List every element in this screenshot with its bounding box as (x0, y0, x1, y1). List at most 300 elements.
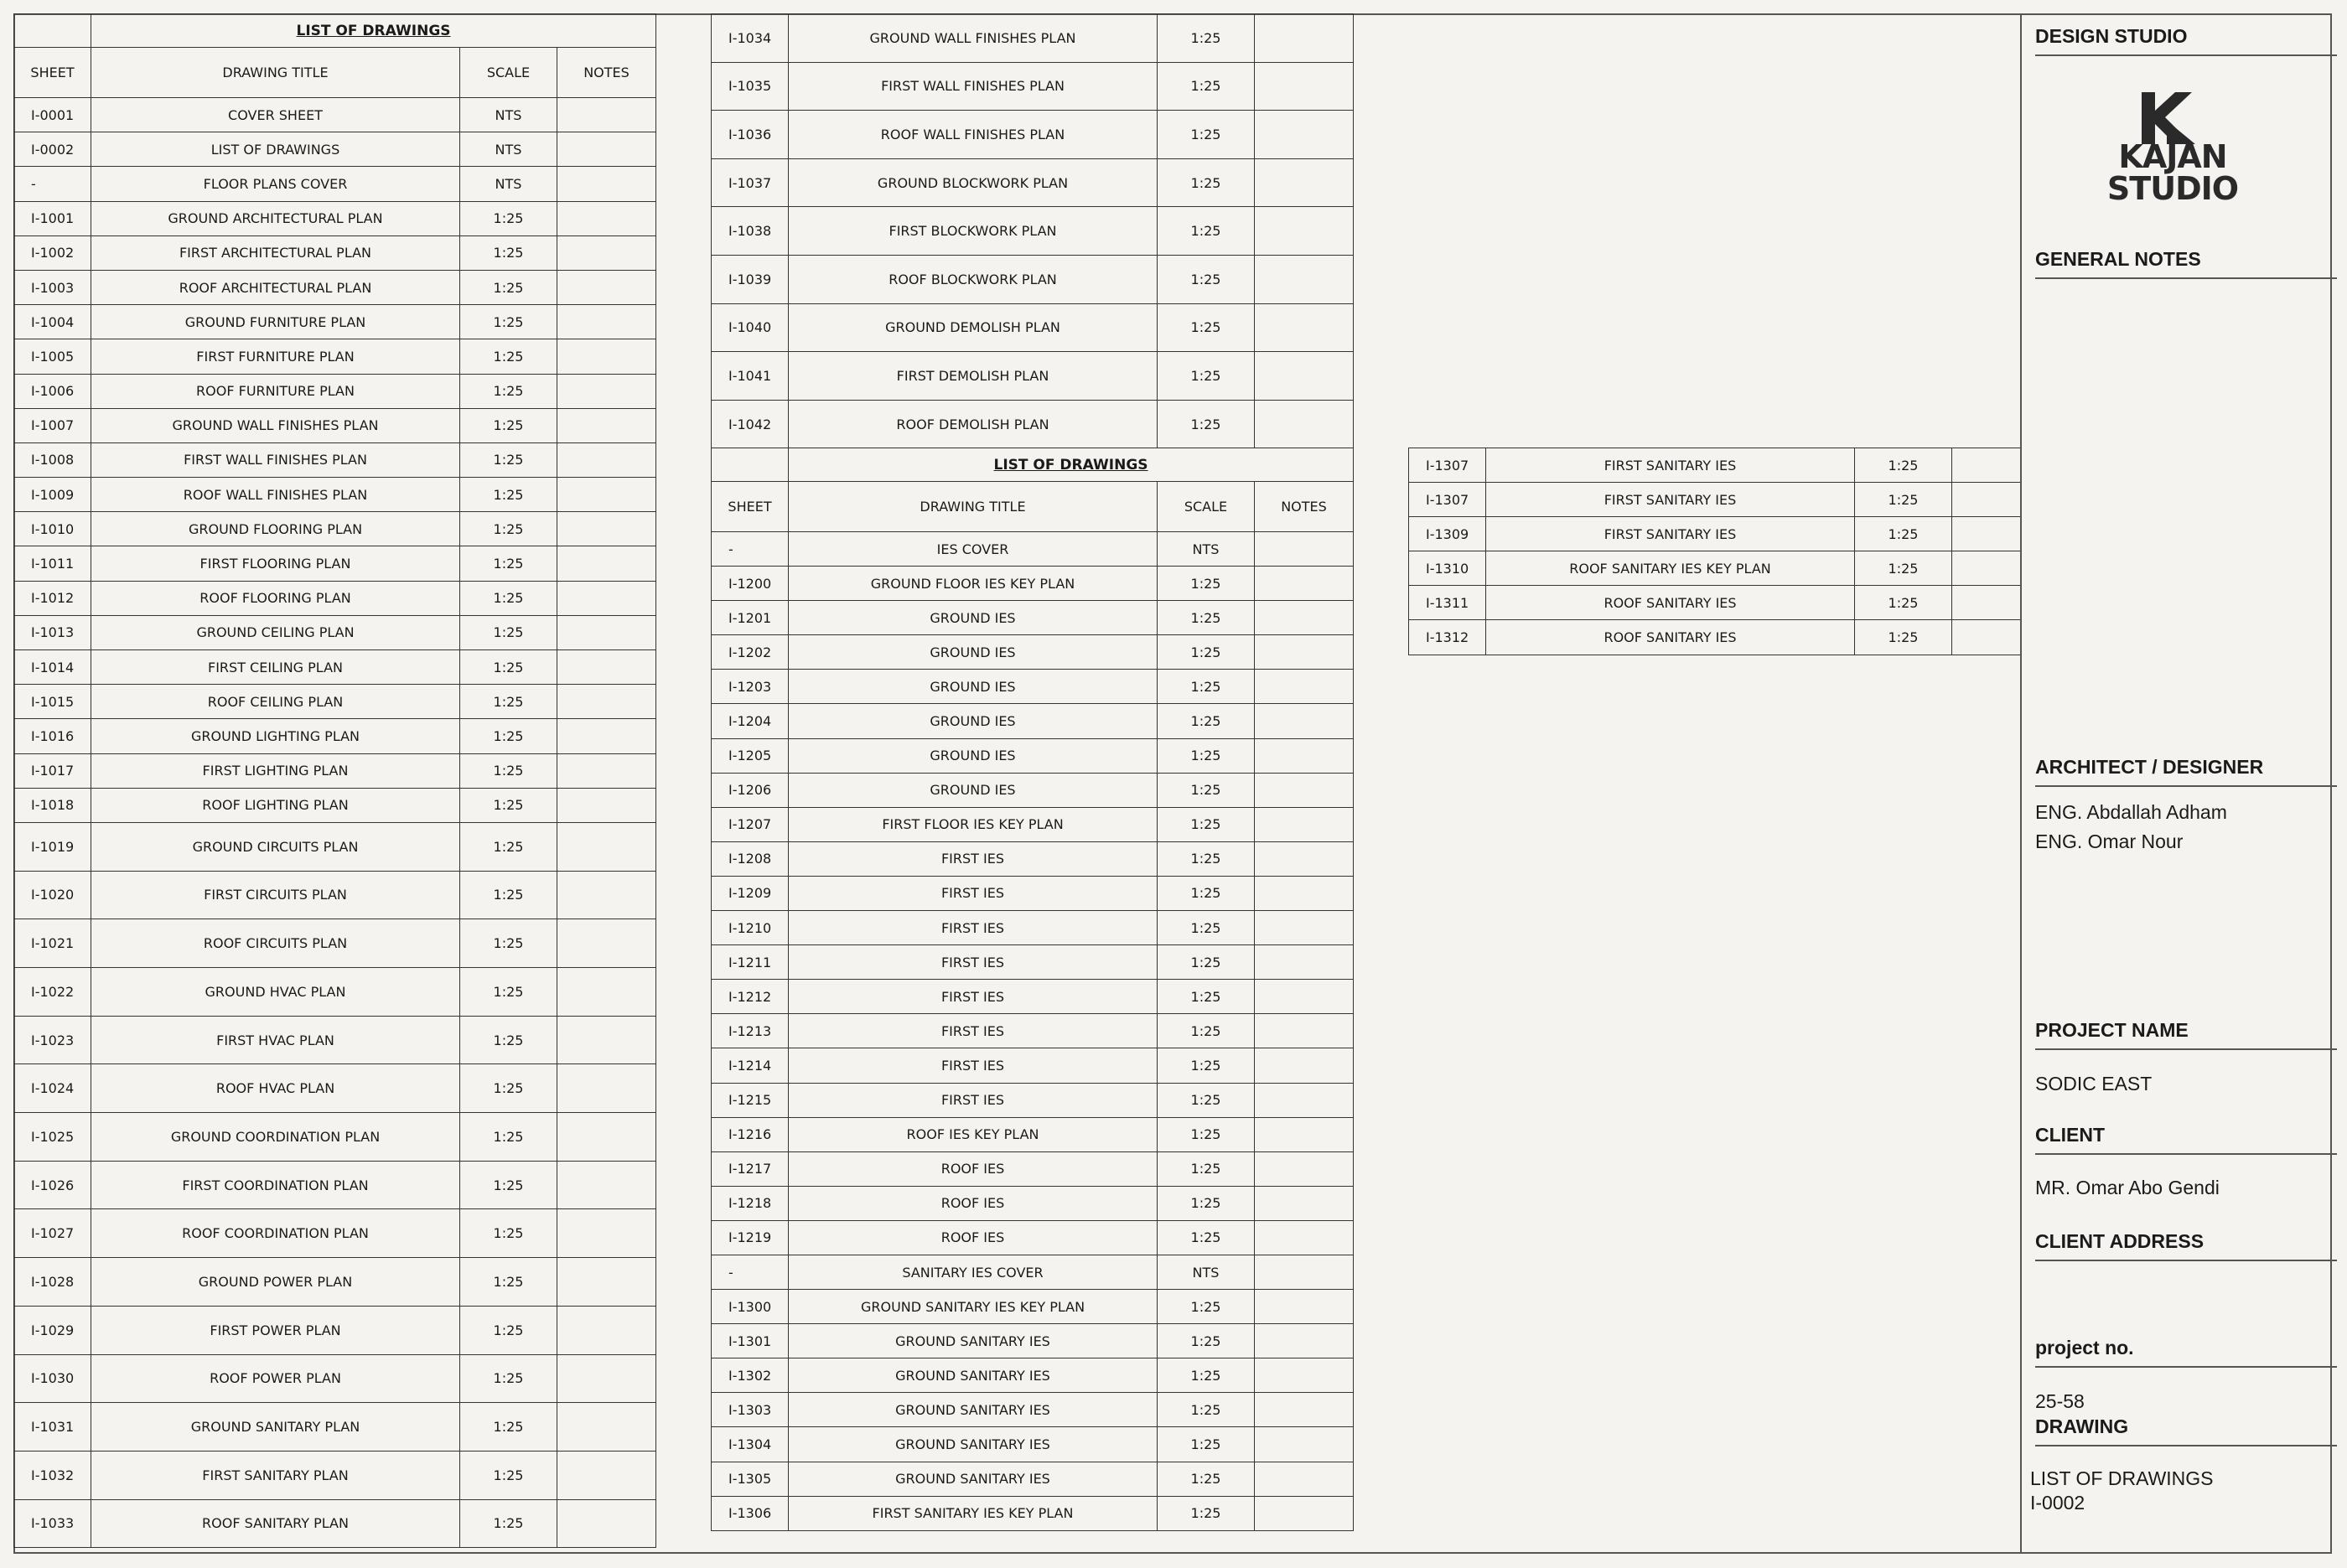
cell-drawing-title: FIRST IES (789, 911, 1158, 945)
header-sheet: SHEET (14, 48, 91, 98)
drawings-table-3 (1408, 448, 2021, 655)
cell-drawing-title: FIRST CEILING PLAN (91, 650, 460, 685)
cell-sheet: I-1213 (712, 1014, 789, 1048)
cell-sheet: I-1012 (14, 581, 91, 615)
cell-scale: 1:25 (460, 235, 557, 270)
cell-sheet: - (712, 1255, 789, 1289)
cell-notes (1255, 1117, 1354, 1151)
cell-scale: 1:25 (460, 581, 557, 615)
cell-notes (557, 132, 656, 167)
table-row (712, 567, 1354, 601)
table-row (14, 1354, 656, 1403)
table-row (712, 807, 1354, 841)
cell-notes (1952, 517, 2021, 551)
cell-scale: 1:25 (460, 1499, 557, 1548)
cell-sheet: I-1212 (712, 980, 789, 1014)
table-row (712, 62, 1354, 111)
table-row (1409, 620, 2021, 655)
title-empty-cell (14, 14, 91, 48)
cell-sheet: I-1215 (712, 1083, 789, 1117)
cell-sheet: I-1303 (712, 1393, 789, 1427)
cell-notes (557, 1354, 656, 1403)
cell-scale: 1:25 (460, 1451, 557, 1499)
cell-drawing-title: COVER SHEET (91, 98, 460, 132)
cell-scale: 1:25 (1158, 1117, 1255, 1151)
cell-notes (557, 546, 656, 581)
cell-sheet: I-1203 (712, 670, 789, 704)
cell-drawing-title: LIST OF DRAWINGS (91, 132, 460, 167)
table-row (712, 1324, 1354, 1358)
cell-drawing-title: GROUND SANITARY IES (789, 1462, 1158, 1496)
cell-sheet: I-1008 (14, 442, 91, 477)
cell-notes (1255, 841, 1354, 876)
cell-scale: 1:25 (460, 339, 557, 374)
cell-sheet: I-1021 (14, 919, 91, 968)
cell-notes (557, 1209, 656, 1258)
cell-sheet: I-1311 (1409, 586, 1486, 620)
table-row (712, 601, 1354, 635)
cell-sheet: I-1030 (14, 1354, 91, 1403)
cell-sheet: I-1022 (14, 968, 91, 1017)
cell-drawing-title: GROUND WALL FINISHES PLAN (91, 408, 460, 442)
cell-scale: 1:25 (1158, 158, 1255, 207)
cell-notes (557, 1451, 656, 1499)
table-row (712, 1220, 1354, 1255)
cell-drawing-title: FIRST SANITARY IES (1486, 483, 1855, 517)
table-row (712, 945, 1354, 980)
header-row (712, 482, 1354, 532)
cell-scale: 1:25 (1158, 670, 1255, 704)
cell-notes (1255, 704, 1354, 738)
cell-sheet: I-1208 (712, 841, 789, 876)
cell-notes (1255, 352, 1354, 401)
cell-sheet: I-1209 (712, 876, 789, 910)
cell-notes (557, 235, 656, 270)
cell-drawing-title: FIRST IES (789, 1048, 1158, 1083)
cell-scale: 1:25 (460, 201, 557, 235)
table-row (712, 1393, 1354, 1427)
cell-sheet: I-1016 (14, 719, 91, 753)
cell-notes (1255, 1220, 1354, 1255)
cell-drawing-title: ROOF POWER PLAN (91, 1354, 460, 1403)
cell-scale: 1:25 (1158, 704, 1255, 738)
cell-scale: 1:25 (1158, 1151, 1255, 1186)
cell-sheet: I-1010 (14, 512, 91, 546)
cell-drawing-title: GROUND FURNITURE PLAN (91, 305, 460, 339)
cell-sheet: I-1018 (14, 788, 91, 822)
cell-drawing-title: GROUND CEILING PLAN (91, 615, 460, 649)
cell-sheet: I-1041 (712, 352, 789, 401)
cell-drawing-title: IES COVER (789, 532, 1158, 567)
cell-scale: 1:25 (1158, 841, 1255, 876)
cell-drawing-title: ROOF FURNITURE PLAN (91, 374, 460, 408)
cell-sheet: I-1202 (712, 635, 789, 670)
cell-notes (1255, 1186, 1354, 1220)
cell-drawing-title: ROOF DEMOLISH PLAN (789, 400, 1158, 448)
cell-scale: 1:25 (1158, 207, 1255, 256)
cell-scale: 1:25 (1158, 1393, 1255, 1427)
cell-drawing-title: GROUND IES (789, 670, 1158, 704)
cell-sheet: I-1204 (712, 704, 789, 738)
table-row (1409, 483, 2021, 517)
table-row (712, 158, 1354, 207)
cell-sheet: I-1216 (712, 1117, 789, 1151)
cell-scale: 1:25 (460, 650, 557, 685)
cell-drawing-title: FLOOR PLANS COVER (91, 167, 460, 201)
cell-sheet: I-1200 (712, 567, 789, 601)
table-row (1409, 448, 2021, 483)
cell-sheet: I-1034 (712, 14, 789, 63)
cell-notes (557, 442, 656, 477)
cell-drawing-title: GROUND IES (789, 704, 1158, 738)
project-no: 25-58 (2035, 1390, 2085, 1412)
table-row (712, 1117, 1354, 1151)
cell-sheet: I-1006 (14, 374, 91, 408)
table-row (14, 167, 656, 201)
cell-scale: 1:25 (460, 1403, 557, 1452)
cell-scale: 1:25 (1158, 1358, 1255, 1393)
cell-notes (1255, 1255, 1354, 1289)
table-row (712, 14, 1354, 63)
cell-drawing-title: ROOF CIRCUITS PLAN (91, 919, 460, 968)
cell-notes (557, 1161, 656, 1209)
cell-scale: 1:25 (1158, 1014, 1255, 1048)
cell-sheet: I-1009 (14, 478, 91, 512)
cell-sheet: I-1301 (712, 1324, 789, 1358)
cell-drawing-title: GROUND POWER PLAN (91, 1258, 460, 1307)
table-row (712, 1290, 1354, 1324)
cell-drawing-title: ROOF COORDINATION PLAN (91, 1209, 460, 1258)
cell-sheet: I-1014 (14, 650, 91, 685)
cell-drawing-title: GROUND IES (789, 738, 1158, 773)
cell-notes (557, 1016, 656, 1064)
cell-notes (557, 270, 656, 304)
cell-notes (1255, 670, 1354, 704)
table-row (712, 207, 1354, 256)
cell-notes (557, 968, 656, 1017)
cell-drawing-title: ROOF FLOORING PLAN (91, 581, 460, 615)
table-row (14, 408, 656, 442)
table-row (712, 1427, 1354, 1462)
cell-sheet: I-1033 (14, 1499, 91, 1548)
studio-logo-text: KAJAN STUDIO (2106, 138, 2239, 207)
table-row (14, 871, 656, 919)
cell-drawing-title: ROOF CEILING PLAN (91, 685, 460, 719)
cell-scale: 1:25 (1158, 303, 1255, 352)
table-row (712, 670, 1354, 704)
cell-drawing-title: ROOF HVAC PLAN (91, 1064, 460, 1113)
cell-sheet: I-1015 (14, 685, 91, 719)
cell-scale: 1:25 (1158, 1290, 1255, 1324)
cell-drawing-title: GROUND IES (789, 773, 1158, 807)
cell-scale: 1:25 (460, 1113, 557, 1162)
cell-sheet: I-1307 (1409, 448, 1486, 483)
table-title: LIST OF DRAWINGS (789, 448, 1354, 482)
cell-drawing-title: GROUND WALL FINISHES PLAN (789, 14, 1158, 63)
cell-drawing-title: FIRST WALL FINISHES PLAN (91, 442, 460, 477)
cell-scale: 1:25 (1158, 601, 1255, 635)
table-row (14, 1064, 656, 1113)
table-row (14, 339, 656, 374)
cell-notes (557, 719, 656, 753)
table-row (712, 1462, 1354, 1496)
cell-notes (557, 305, 656, 339)
cell-sheet: I-1211 (712, 945, 789, 980)
cell-sheet: I-1007 (14, 408, 91, 442)
table-row (14, 98, 656, 132)
cell-sheet: I-1038 (712, 207, 789, 256)
cell-scale: 1:25 (1158, 876, 1255, 910)
cell-scale: 1:25 (460, 788, 557, 822)
header-row (14, 48, 656, 98)
cell-notes (557, 581, 656, 615)
cell-notes (1255, 1462, 1354, 1496)
header-scale: SCALE (460, 48, 557, 98)
cell-drawing-title: GROUND FLOOR IES KEY PLAN (789, 567, 1158, 601)
cell-scale: NTS (460, 167, 557, 201)
cell-notes (1255, 1427, 1354, 1462)
table-row (14, 719, 656, 753)
drawing-title: LIST OF DRAWINGS (2030, 1467, 2214, 1489)
cell-sheet: I-1205 (712, 738, 789, 773)
cell-notes (557, 919, 656, 968)
cell-sheet: I-1002 (14, 235, 91, 270)
cell-drawing-title: FIRST WALL FINISHES PLAN (789, 62, 1158, 111)
cell-drawing-title: GROUND HVAC PLAN (91, 968, 460, 1017)
table-row (14, 235, 656, 270)
table-row (14, 753, 656, 788)
cell-sheet: I-1017 (14, 753, 91, 788)
cell-notes (557, 98, 656, 132)
cell-sheet: I-1025 (14, 1113, 91, 1162)
cell-drawing-title: GROUND FLOORING PLAN (91, 512, 460, 546)
cell-scale: 1:25 (460, 374, 557, 408)
cell-scale: 1:25 (1158, 1427, 1255, 1462)
cell-sheet: I-1310 (1409, 551, 1486, 586)
table-row (14, 1161, 656, 1209)
studio-logo (2106, 92, 2240, 218)
cell-notes (1255, 635, 1354, 670)
cell-drawing-title: FIRST BLOCKWORK PLAN (789, 207, 1158, 256)
cell-drawing-title: FIRST DEMOLISH PLAN (789, 352, 1158, 401)
cell-drawing-title: GROUND SANITARY IES (789, 1324, 1158, 1358)
cell-scale: 1:25 (1158, 1186, 1255, 1220)
cell-sheet: I-1312 (1409, 620, 1486, 655)
cell-scale: 1:25 (1158, 980, 1255, 1014)
table-row (14, 132, 656, 167)
cell-notes (557, 201, 656, 235)
cell-drawing-title: FIRST IES (789, 841, 1158, 876)
cell-notes (557, 1258, 656, 1307)
cell-notes (1952, 448, 2021, 483)
cell-notes (557, 374, 656, 408)
project-name-label: PROJECT NAME (2035, 1019, 2337, 1050)
cell-sheet: I-1024 (14, 1064, 91, 1113)
cell-drawing-title: ROOF SANITARY IES KEY PLAN (1486, 551, 1855, 586)
cell-sheet: I-1219 (712, 1220, 789, 1255)
table-row (712, 1358, 1354, 1393)
cell-notes (1255, 14, 1354, 63)
table-row (1409, 517, 2021, 551)
cell-drawing-title: ROOF WALL FINISHES PLAN (91, 478, 460, 512)
table-row (14, 374, 656, 408)
cell-notes (557, 1113, 656, 1162)
cell-notes (1255, 207, 1354, 256)
cell-sheet: I-1217 (712, 1151, 789, 1186)
cell-notes (557, 685, 656, 719)
cell-drawing-title: FIRST SANITARY IES (1486, 448, 1855, 483)
cell-sheet: I-1304 (712, 1427, 789, 1462)
cell-notes (557, 753, 656, 788)
cell-scale: 1:25 (1158, 1462, 1255, 1496)
cell-drawing-title: ROOF IES KEY PLAN (789, 1117, 1158, 1151)
title-empty-cell (712, 448, 789, 482)
cell-scale: 1:25 (1158, 14, 1255, 63)
cell-notes (1255, 738, 1354, 773)
table-row (14, 1499, 656, 1548)
cell-notes (1255, 1324, 1354, 1358)
cell-drawing-title: GROUND CIRCUITS PLAN (91, 822, 460, 871)
cell-drawing-title: GROUND IES (789, 601, 1158, 635)
cell-sheet: I-1019 (14, 822, 91, 871)
cell-scale: 1:25 (1158, 111, 1255, 159)
cell-drawing-title: ROOF ARCHITECTURAL PLAN (91, 270, 460, 304)
cell-sheet: - (14, 167, 91, 201)
cell-sheet: I-1207 (712, 807, 789, 841)
cell-scale: 1:25 (460, 1064, 557, 1113)
cell-scale: 1:25 (1158, 1083, 1255, 1117)
cell-sheet: I-1023 (14, 1016, 91, 1064)
header-scale: SCALE (1158, 482, 1255, 532)
table-row (712, 1496, 1354, 1530)
cell-scale: 1:25 (1158, 352, 1255, 401)
cell-sheet: I-0002 (14, 132, 91, 167)
cell-sheet: I-1039 (712, 255, 789, 303)
cell-drawing-title: GROUND LIGHTING PLAN (91, 719, 460, 753)
cell-sheet: I-1011 (14, 546, 91, 581)
cell-notes (1255, 255, 1354, 303)
cell-drawing-title: FIRST FLOOR IES KEY PLAN (789, 807, 1158, 841)
cell-drawing-title: FIRST IES (789, 945, 1158, 980)
cell-scale: 1:25 (1158, 773, 1255, 807)
table-row (712, 980, 1354, 1014)
table-row (14, 512, 656, 546)
table-row (712, 255, 1354, 303)
cell-notes (1255, 945, 1354, 980)
table-row (14, 1113, 656, 1162)
header-title: DRAWING TITLE (789, 482, 1158, 532)
cell-notes (1255, 111, 1354, 159)
table-row (14, 822, 656, 871)
drawings-table-2-top (711, 13, 1354, 448)
cell-scale: 1:25 (1158, 738, 1255, 773)
cell-notes (557, 650, 656, 685)
cell-notes (1255, 400, 1354, 448)
cell-scale: NTS (1158, 1255, 1255, 1289)
cell-notes (1255, 303, 1354, 352)
cell-notes (1255, 1151, 1354, 1186)
table-row (14, 201, 656, 235)
cell-sheet: I-1201 (712, 601, 789, 635)
table-row (14, 305, 656, 339)
client-address-label: CLIENT ADDRESS (2035, 1230, 2337, 1261)
cell-scale: 1:25 (460, 546, 557, 581)
cell-notes (1255, 980, 1354, 1014)
cell-notes (1255, 876, 1354, 910)
table-row (14, 581, 656, 615)
cell-sheet: I-1001 (14, 201, 91, 235)
cell-sheet: - (712, 532, 789, 567)
cell-notes (557, 1306, 656, 1354)
cell-scale: NTS (1158, 532, 1255, 567)
drawing-number: I-0002 (2030, 1492, 2085, 1514)
cell-scale: 1:25 (460, 408, 557, 442)
cell-scale: 1:25 (460, 305, 557, 339)
cell-sheet: I-1307 (1409, 483, 1486, 517)
table-title: LIST OF DRAWINGS (91, 14, 656, 48)
header-sheet: SHEET (712, 482, 789, 532)
cell-scale: 1:25 (1158, 807, 1255, 841)
cell-drawing-title: GROUND SANITARY PLAN (91, 1403, 460, 1452)
cell-scale: NTS (460, 132, 557, 167)
drawings-table-2 (711, 448, 1354, 1531)
cell-drawing-title: FIRST POWER PLAN (91, 1306, 460, 1354)
cell-drawing-title: FIRST IES (789, 1083, 1158, 1117)
cell-scale: 1:25 (1855, 448, 1952, 483)
design-studio-label: DESIGN STUDIO (2035, 25, 2337, 56)
cell-notes (1952, 551, 2021, 586)
cell-scale: 1:25 (1158, 1324, 1255, 1358)
general-notes-label: GENERAL NOTES (2035, 248, 2337, 279)
cell-notes (1952, 586, 2021, 620)
table-row (14, 478, 656, 512)
table-row (14, 1258, 656, 1307)
architect-label: ARCHITECT / DESIGNER (2035, 756, 2337, 787)
table-row (712, 911, 1354, 945)
cell-scale: 1:25 (1855, 586, 1952, 620)
studio-logo-icon (2142, 92, 2195, 144)
table-row (712, 532, 1354, 567)
cell-scale: 1:25 (1158, 911, 1255, 945)
cell-drawing-title: FIRST SANITARY IES (1486, 517, 1855, 551)
table-row (14, 650, 656, 685)
cell-notes (557, 1403, 656, 1452)
table-row (712, 111, 1354, 159)
cell-scale: 1:25 (1855, 483, 1952, 517)
cell-drawing-title: FIRST SANITARY PLAN (91, 1451, 460, 1499)
cell-notes (1952, 620, 2021, 655)
cell-sheet: I-1206 (712, 773, 789, 807)
cell-drawing-title: ROOF LIGHTING PLAN (91, 788, 460, 822)
cell-scale: 1:25 (460, 1209, 557, 1258)
table-row (14, 1209, 656, 1258)
cell-sheet: I-1042 (712, 400, 789, 448)
table-row (712, 738, 1354, 773)
table-row (14, 788, 656, 822)
cell-sheet: I-1306 (712, 1496, 789, 1530)
cell-sheet: I-1210 (712, 911, 789, 945)
cell-drawing-title: GROUND SANITARY IES (789, 1427, 1158, 1462)
title-row (14, 14, 656, 48)
cell-drawing-title: FIRST FURNITURE PLAN (91, 339, 460, 374)
cell-drawing-title: SANITARY IES COVER (789, 1255, 1158, 1289)
cell-scale: 1:25 (460, 753, 557, 788)
cell-sheet: I-1036 (712, 111, 789, 159)
cell-scale: 1:25 (460, 270, 557, 304)
header-notes: NOTES (557, 48, 656, 98)
cell-sheet: I-1035 (712, 62, 789, 111)
cell-drawing-title: GROUND SANITARY IES KEY PLAN (789, 1290, 1158, 1324)
